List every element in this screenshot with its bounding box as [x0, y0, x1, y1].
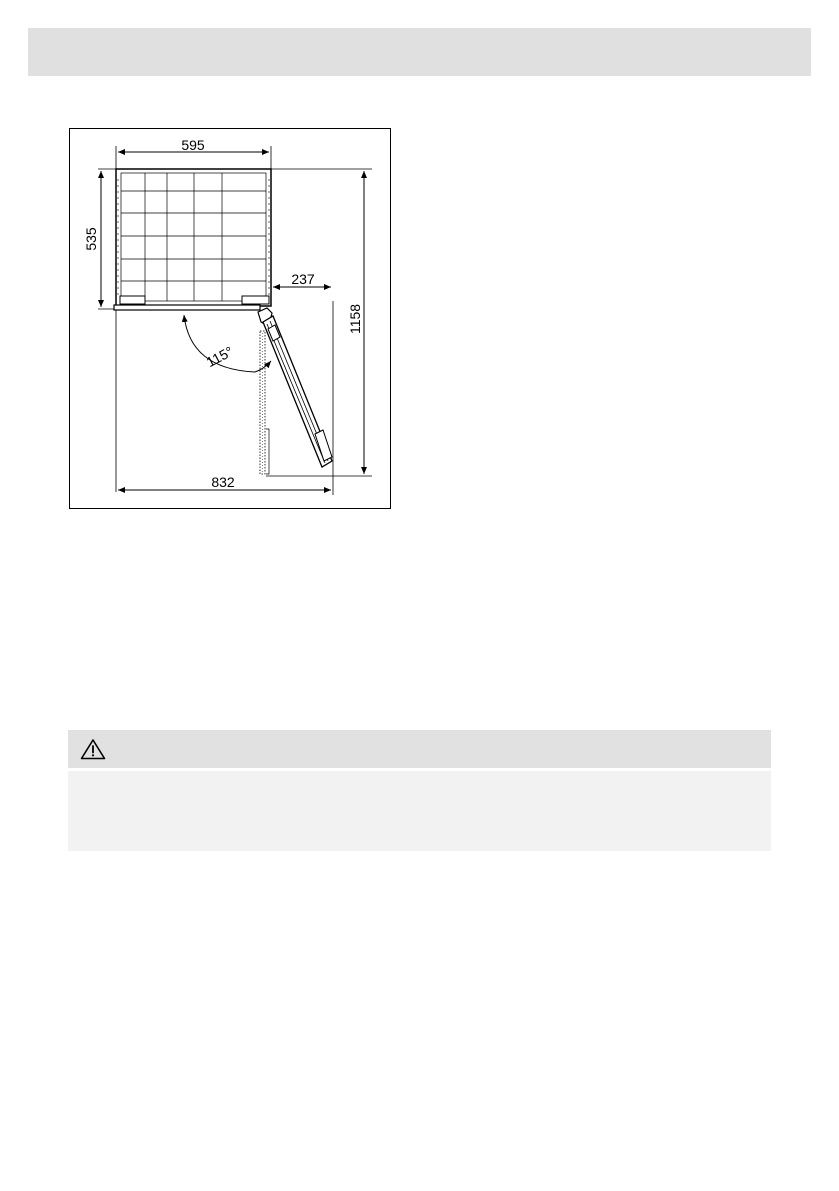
warning-header — [68, 730, 771, 768]
dimension-total-width-label: 832 — [211, 474, 235, 490]
dimension-total-depth-label: 1158 — [347, 303, 363, 335]
warning-body — [68, 771, 771, 851]
warning-triangle-icon — [80, 738, 106, 765]
dimension-drawing — [70, 129, 392, 510]
installation-dimensions-figure — [69, 128, 391, 509]
dimension-width-label: 595 — [181, 137, 205, 153]
door-swing-outline — [260, 331, 269, 474]
dimension-clearance-label: 237 — [291, 271, 315, 287]
header-bar — [28, 28, 811, 76]
door-angle-label: 115° — [203, 342, 236, 371]
dimension-depth-label: 535 — [83, 227, 99, 251]
appliance-top-view — [114, 169, 271, 310]
